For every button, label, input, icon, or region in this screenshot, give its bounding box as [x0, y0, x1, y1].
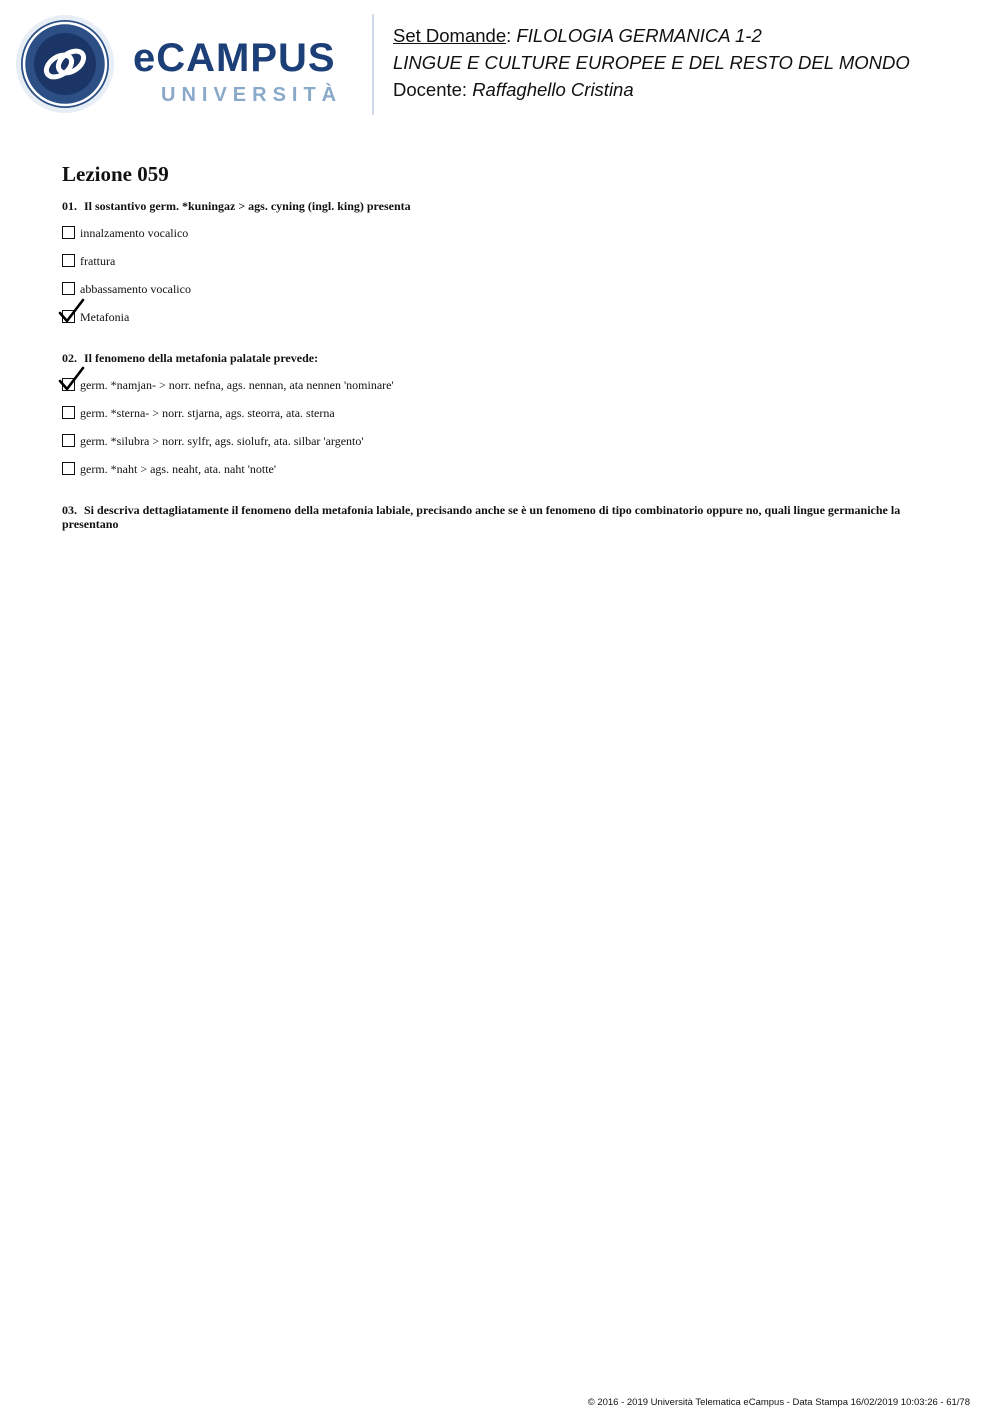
checkbox[interactable] [62, 462, 75, 475]
answer-options [62, 225, 942, 325]
question-number: 03. [62, 503, 77, 517]
question-text [62, 351, 942, 365]
brand-name: eCAMPUS [133, 36, 336, 80]
answer-option[interactable] [62, 309, 942, 325]
header-divider [372, 14, 374, 115]
checkbox[interactable] [62, 254, 75, 267]
question-block [62, 351, 942, 477]
program-line [393, 49, 910, 76]
question-text [62, 199, 942, 213]
answer-option-label: germ. *namjan- > norr. nefna, ags. nennan, ata nennen 'nominare' [80, 378, 394, 392]
question-number: 01. [62, 199, 77, 213]
checkbox[interactable] [62, 406, 75, 419]
answer-option-label: germ. *silubra > norr. sylfr, ags. siolufr, ata. silbar 'argento' [80, 434, 364, 448]
brand-subtitle: UNIVERSITÀ [161, 84, 343, 106]
checkbox[interactable] [62, 282, 75, 295]
question-prompt: Il sostantivo germ. *kuningaz > ags. cyning (ingl. king) presenta [84, 199, 411, 213]
answer-option[interactable] [62, 225, 942, 241]
checkbox[interactable] [62, 434, 75, 447]
page-footer: © 2016 - 2019 Università Telematica eCampus - Data Stampa 16/02/2019 10:03:26 - 61/78 [587, 1397, 970, 1408]
question-sheet [62, 162, 942, 531]
answer-option[interactable] [62, 253, 942, 269]
header-info [393, 22, 910, 103]
answer-options [62, 377, 942, 477]
lesson-title: Lezione 059 [62, 162, 169, 186]
answer-option-label: Metafonia [80, 310, 130, 324]
course-name: FILOLOGIA GERMANICA 1-2 [516, 25, 762, 46]
answer-option[interactable] [62, 377, 942, 393]
teacher-name: Raffaghello Cristina [472, 79, 634, 100]
teacher-label: Docente: [393, 79, 473, 100]
question-prompt: Si descriva dettagliatamente il fenomeno della metafonia labiale, precisando anche se è un fenomeno di tipo combinatorio oppure no, quali lingue germaniche la presentano [62, 503, 901, 531]
teacher-line [393, 76, 910, 103]
answer-option[interactable] [62, 405, 942, 421]
question-prompt: Il fenomeno della metafonia palatale prevede: [84, 351, 319, 365]
university-seal-logo [15, 14, 115, 114]
question-text [62, 503, 942, 531]
brand-wordmark [133, 38, 342, 107]
answer-option[interactable] [62, 281, 942, 297]
set-separator: : [506, 25, 517, 46]
answer-option[interactable] [62, 433, 942, 449]
answer-option-label: abbassamento vocalico [80, 282, 191, 296]
answer-option[interactable] [62, 461, 942, 477]
answer-option-label: innalzamento vocalico [80, 226, 189, 240]
set-label: Set Domande [393, 25, 507, 46]
course-line [393, 22, 910, 49]
checkbox[interactable] [62, 226, 75, 239]
answer-option-label: frattura [80, 254, 116, 268]
program-name: LINGUE E CULTURE EUROPEE E DEL RESTO DEL MONDO [393, 52, 910, 73]
question-number: 02. [62, 351, 77, 365]
question-block [62, 199, 942, 325]
question-block [62, 503, 942, 531]
answer-option-label: germ. *sterna- > norr. stjarna, ags. steorra, ata. sterna [80, 406, 335, 420]
answer-option-label: germ. *naht > ags. neaht, ata. naht 'notte' [80, 462, 277, 476]
